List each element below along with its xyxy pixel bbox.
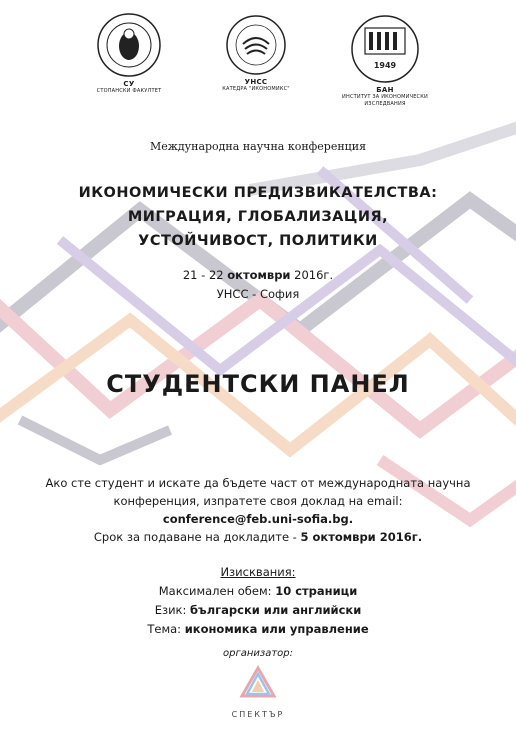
panel-title: СТУДЕНТСКИ ПАНЕЛ [106,370,410,398]
info-line1: Ако сте студент и искате да бъдете част от международната научна [45,476,471,490]
su-subtitle: СТОПАНСКИ ФАКУЛТЕТ [96,88,162,94]
unss-logo [206,14,306,93]
ban-abbr: БАН [376,86,394,94]
conference-venue: УНСС - София [216,287,300,301]
spektar-name: СПЕКТЪР [231,710,285,719]
requirement-item [0,582,516,601]
requirement-value: икономика или управление [184,622,369,636]
title-line: ИКОНОМИЧЕСКИ ПРЕДИЗВИКАТЕЛСТВА: [78,185,438,201]
su-logo [84,12,174,95]
requirement-label: Език: [154,603,187,617]
info-block [0,474,516,546]
requirement-item [0,620,516,639]
date-days: 21 - 22 [182,268,224,282]
deadline-text: Срок за подаване на докладите - [93,530,297,544]
unss-subtitle: КАТЕДРА "ИКОНОМИКС" [222,86,290,92]
requirements-title: Изисквания: [220,565,296,579]
unss-seal-icon [225,14,287,76]
requirement-label: Максимален обем: [158,584,272,598]
conference-label: Международна научна конференция [149,140,367,153]
date-year: 2016г. [294,268,334,282]
ban-building-icon [349,14,421,84]
title-line: УСТОЙЧИВОСТ, ПОЛИТИКИ [138,233,378,249]
requirements-block [0,563,516,639]
requirement-value: български или английски [190,603,362,617]
conference-title [0,181,516,253]
spektar-logo [228,664,288,719]
spektar-triangle-icon [238,664,278,704]
ban-year: 1949 [373,61,397,70]
deadline-date: 5 октомври 2016г. [300,530,423,544]
conference-date [0,268,516,282]
title-line: МИГРАЦИЯ, ГЛОБАЛИЗАЦИЯ, [127,209,389,225]
requirement-item [0,601,516,620]
email-link[interactable]: conference@feb.uni-sofia.bg. [162,512,354,526]
su-abbr: СУ [123,80,135,88]
requirement-value: 10 страници [275,584,358,598]
ban-subtitle-line1: ИНСТИТУТ ЗА ИКОНОМИЧЕСКИ [342,94,428,100]
requirement-label: Тема: [147,622,182,636]
ban-subtitle-line2: ИЗСЛЕДВАНИЯ [364,101,406,107]
ban-logo [330,14,440,108]
info-line2: конференция, изпратете своя доклад на email: [113,494,403,508]
unss-abbr: УНСС [244,78,268,86]
su-seal-icon [96,12,162,78]
date-month: октомври [227,268,291,282]
deadline-line [0,528,516,546]
organizer-label: организатор: [223,648,293,659]
